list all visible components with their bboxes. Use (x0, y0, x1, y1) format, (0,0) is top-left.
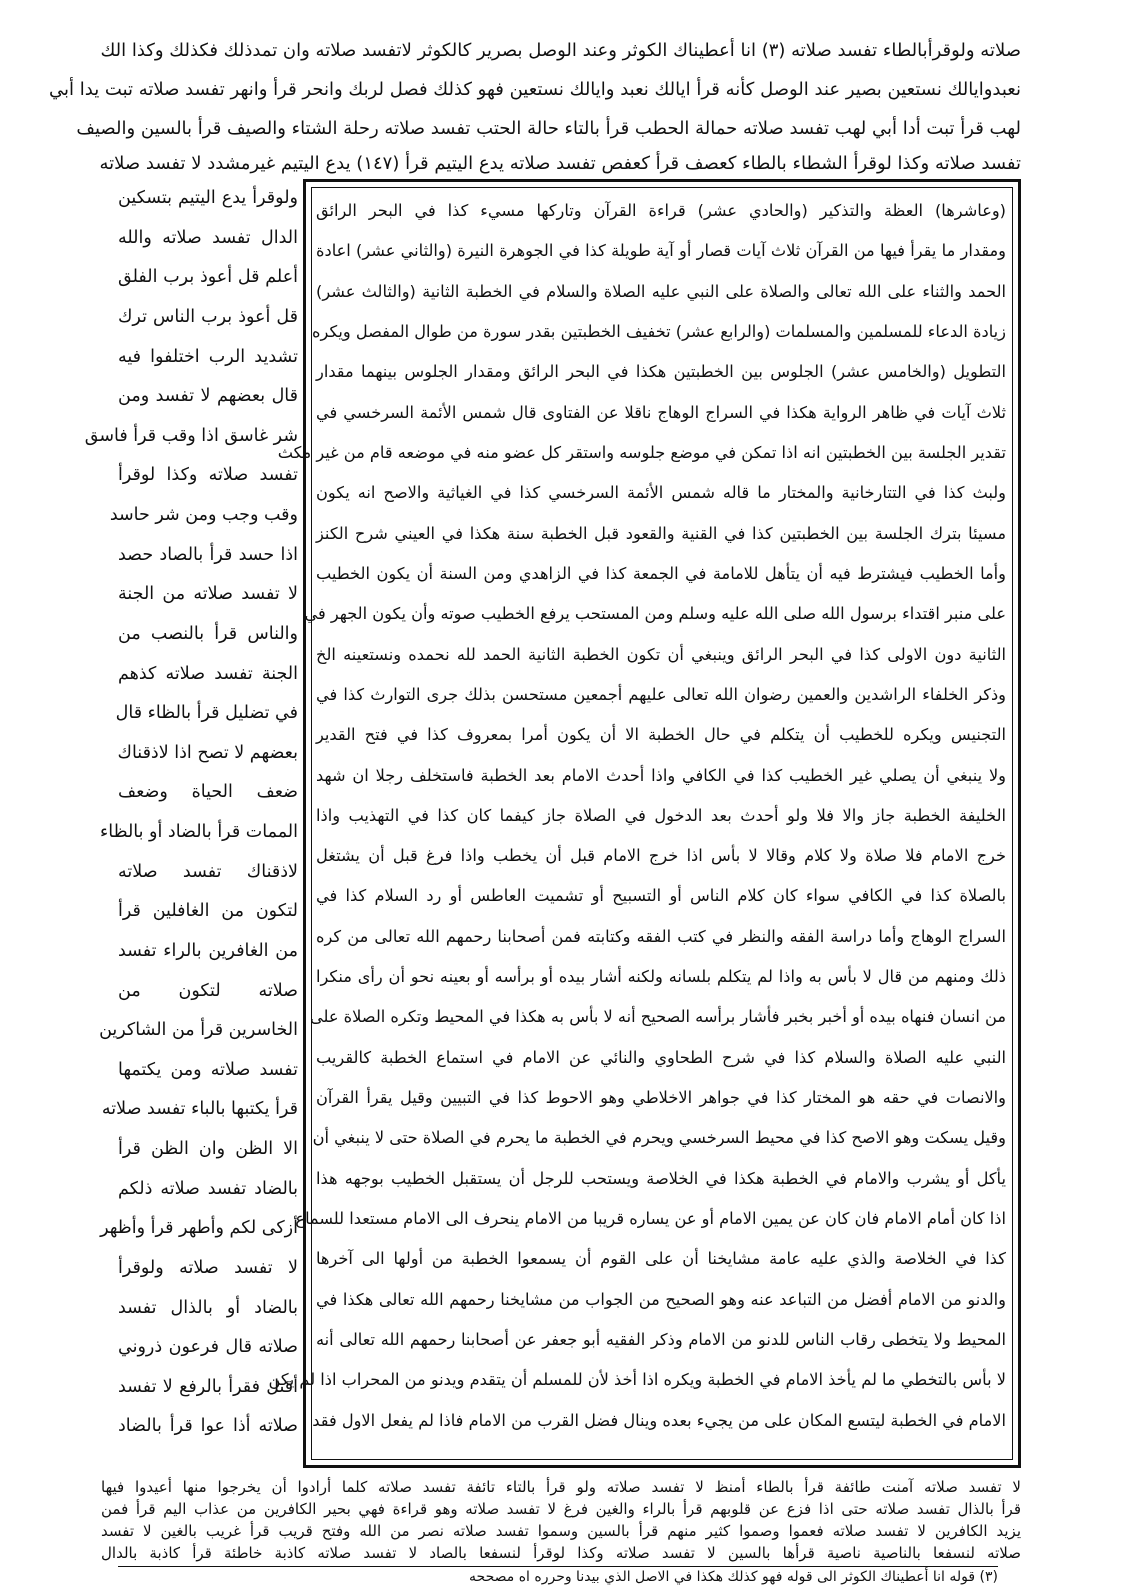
commentary-line: ومقدار ما يقرأ فيها من القرآن ثلاث آيات قصار أو آية طويلة كذا في الجوهرة النيرة (والثاني عشر) اعادة (316, 241, 1006, 261)
side-text-line: شر غاسق اذا وقب قرأ فاسق (84, 425, 298, 446)
commentary-line: ولا ينبغي أن يصلي غير الخطيب كذا في الكافي واذا أحدث الامام بعد الخطبة فاستخلف رجلا ان شهد (316, 765, 1006, 785)
commentary-line: ولبث كذا في التتارخانية والمختار ما قاله شمس الأئمة السرخسي كذا في الغياثية والاصح انه يكون (316, 483, 1006, 503)
side-text-line: الخاسرين قرأ من الشاكرين (99, 1020, 298, 1041)
commentary-line: وقيل يسكت وهو الاصح كذا في محيط السرخسي ويحرم في الخطبة ما يحرم في الصلاة حتى لا ينبغي أن (312, 1128, 1006, 1148)
side-text-line: من الغافرين بالراء تفسد (118, 940, 298, 961)
commentary-line: وذكر الخلفاء الراشدين والعمين رضوان الله تعالى عليهم أجمعين مستحسن بذلك جرى التوارث كذا في (316, 684, 1006, 704)
side-text-line: بالضاد تفسد صلاته ذلكم (118, 1178, 298, 1199)
side-text-line: قل أعوذ برب الناس ترك (118, 306, 298, 327)
commentary-line: من انسان فنهاه بيده أو أخبر بخبر فأشار برأسه الصحيح أنه لا بأس به هكذا في المحيط وتكره الصلاة على (310, 1007, 1006, 1027)
side-text-line: صلاته أذا عوا قرأ بالضاد (118, 1416, 298, 1437)
commentary-line: يأكل أو يشرب والامام في الخطبة هكذا في الخلاصة ويستحب للرجل أن يستقبل الخطيب بوجهه هذا (316, 1168, 1006, 1188)
side-text-line: لا تفسد صلاته ولوقرأ (118, 1257, 298, 1278)
side-text-line: أزكى لكم وأطهر قرأ وأظهر (100, 1218, 298, 1239)
commentary-line: والانصات في حقه هو المختار كذا في جواهر الاخلاطي وهو الاحوط كذا في التبيين وقيل يقرأ القرآن (316, 1088, 1006, 1108)
commentary-line: الامام في الخطبة ليتسع المكان على من يجيء بعده وينال فضل القرب من الامام فاذا لم يفعل الاول فقد (312, 1410, 1006, 1430)
commentary-line: بالصلاة كذا في الكافي سواء كان كلام الناس أو التسبيح أو تشميت العاطس أو رد السلام كذا في (316, 886, 1006, 906)
side-text-line: اذا حسد قرأ بالصاد حصد (118, 544, 298, 565)
commentary-line: ثلاث آيات في ظاهر الرواية هكذا في السراج الوهاج ناقلا عن الفتاوى قال شمس الأئمة السرخسي في (316, 402, 1006, 422)
side-text-line: قرأ يكتبها بالباء تفسد صلاته (101, 1099, 298, 1120)
commentary-line: تقدير الجلسة بين الخطبتين انه اذا تمكن في موضع جلوسه واستقر كل عضو منه في موضعه قام من غير مكث (277, 442, 1006, 462)
commentary-line: التجنيس ويكره للخطيب أن يتكلم في حال الخطبة الا أن يكون أمرا بمعروف كذا في فتح القدير (316, 725, 1006, 745)
commentary-line: على منبر اقتداء برسول الله صلى الله عليه وسلم ومن المستحب يرفع الخطيب صوته وأن يكون الجهر في (304, 604, 1006, 624)
side-text-line: صلاته لتكون من (118, 980, 298, 1001)
side-text-line: الدال تفسد صلاته والله (118, 227, 298, 248)
footnote-rule (118, 1566, 998, 1567)
side-text-line: الجنة تفسد صلاته كذهم (118, 663, 298, 684)
commentary-line: النبي عليه الصلاة والسلام كذا في شرح الطحاوي والنائي عن الامام في استماع الخطبة كالقريب (316, 1047, 1006, 1067)
footnote: (٣) قوله انا أعطيناك الكوثر الى قوله فهو كذلك هكذا في الاصل الذي بيدنا وحرره اه مصححه (469, 1569, 998, 1585)
side-text-line: ضعف الحياة وضعف (118, 782, 298, 803)
commentary-line: السراج الوهاج وأما دراسة الفقه والنظر في كتب الفقه وكتابته فمن أصحابنا رحمهم الله تعالى من كره (316, 926, 1006, 946)
commentary-line: خرج الامام فلا صلاة ولا كلام وقالا لا بأس اذا خرج الامام قبل أن يخطب واذا فرغ قبل أن يشتغل (316, 846, 1006, 866)
side-text-line: والناس قرأ بالنصب من (118, 623, 298, 644)
bottom-text-line: قرأ بالذال تفسد صلاته حتى اذا فزع عن قلوبهم قرأ بالراء والغين فرغ لا تفسد صلاته وهو قراءة فهي بحير الكافرين من عذاب اليم قرأ فمن (101, 1500, 1021, 1518)
side-text-line: صلاته قال فرعون ذروني (118, 1337, 298, 1358)
side-text-line: لا تفسد صلاته من الجنة (118, 584, 298, 605)
side-text-line: أقتل فقرأ بالرفع لا تفسد (118, 1376, 298, 1397)
side-text-line: الممات قرأ بالضاد أو بالظاء (100, 822, 298, 842)
bottom-text-line: صلاته لنسفعا بالناصية ناصية قرأها بالسين لا تفسد صلاته وكذا لوقرأ لنسفعا بالصاد لا تفسد صلاته كاذبة خاطئة قرأ كاذبة بالدال (101, 1544, 1021, 1562)
top-text-line: نعبدوايالك نستعين بصير عند الوصل كأنه قرأ ايالك نعبد وايالك نستعين فهو كذلك فصل لربك وانحر قرأ وانهر تفسد صلاته تبت يدا أبي (49, 79, 1021, 100)
commentary-line: الخليفة الخطبة جاز والا فلا ولو أحدث بعد الدخول في الصلاة جاز كيفما كان كذا في التهذيب واذا (316, 805, 1006, 825)
commentary-line: الحمد والثناء على الله تعالى والصلاة على النبي عليه الصلاة والسلام في الخطبة الثانية (والثالث عشر) (316, 281, 1006, 301)
commentary-line: كذا في الخلاصة والذي عليه عامة مشايخنا أن على القوم أن يسمعوا الخطبة من أولها الى آخرها (316, 1249, 1006, 1269)
bottom-text-line: يزيد الكافرين لا تفسد صلاته فعموا وصموا كثير منهم قرأ بالسين وسموا تفسد صلاته نصر من الله وفتح قريب قرأ غريب بالغين لا تفسد (101, 1522, 1021, 1540)
commentary-line: اذا كان أمام الامام فان كان عن يمين الامام أو عن يساره قريبا من الامام ينحرف الى الامام مستعدا للسماع (295, 1209, 1006, 1229)
bottom-text-line: لا تفسد صلاته آمنت طائفة قرأ بالطاء أمنظ لا تفسد صلاته ولو قرأ بالتاء تائفة تفسد صلاته كلما أرادوا أن يخرجوا منها أعيدوا فيها (101, 1478, 1021, 1496)
side-text-line: تفسد صلاته ومن يكتمها (118, 1059, 298, 1080)
commentary-line: المحيط ولا يتخطى رقاب الناس للدنو من الامام وذكر الفقيه أبو جعفر عن أصحابنا رحمهم الله تعالى أنه (316, 1330, 1006, 1350)
commentary-line: (وعاشرها) العظة والتذكير (والحادي عشر) قراءة القرآن وتاركها مسيء كذا في البحر الرائق (316, 201, 1006, 220)
side-text-line: تشديد الرب اختلفوا فيه (118, 346, 298, 367)
top-text-line: صلاته ولوقرأبالطاء تفسد صلاته (٣) انا أعطيناك الكوثر وعند الوصل بصرير كالكوثر لاتفسد صلاته وان تمدذلك فكذلك وكذا الك (100, 40, 1021, 61)
side-text-line: أعلم قل أعوذ برب الفلق (118, 267, 298, 288)
top-text-line: تفسد صلاته وكذا لوقرأ الشطاء بالطاء كعصف قرأ كعفص تفسد صلاته يدع اليتيم قرأ (١٤٧) يدع اليتيم غيرمشدد لا تفسد صلاته (99, 153, 1021, 174)
commentary-line: وأما الخطيب فيشترط فيه أن يتأهل للامامة في الجمعة كذا في الزاهدي ومن السنة أن يكون الخطيب (316, 563, 1006, 583)
side-text-line: في تضليل قرأ بالظاء قال (115, 703, 298, 724)
side-text-line: ولوقرأ يدع اليتيم بتسكين (118, 188, 298, 208)
commentary-line: زيادة الدعاء للمسلمين والمسلمات (والرابع عشر) تخفيف الخطبتين بقدر سورة من طوال المفصل ويكره (312, 321, 1006, 341)
top-text-line: لهب قرأ تبت أدا أبي لهب تفسد صلاته حمالة الحطب قرأ بالتاء حالة الحتب تفسد صلاته رحلة الشتاء والصيف قرأ بالسين والصيف (76, 118, 1021, 139)
commentary-line: لا بأس بالتخطي ما لم يأخذ الامام في الخطبة ويكره اذا أخذ لأن للمسلم أن يتقدم ويدنو من المحراب اذا لم يكن (268, 1370, 1006, 1390)
commentary-line: مسيئا بترك الجلسة بين الخطبتين كذا في القنية والقعود قبل الخطبة سنة هكذا في العيني شرح الكنز (316, 523, 1006, 543)
side-text-line: قال بعضهم لا تفسد ومن (118, 386, 298, 407)
side-text-line: بالضاد أو بالذال تفسد (118, 1297, 298, 1318)
side-text-line: تفسد صلاته وكذا لوقرأ (118, 465, 298, 486)
side-text-line: وقب وجب ومن شر حاسد (109, 505, 298, 525)
side-text-line: بعضهم لا تصح اذا لاذقناك (117, 742, 298, 763)
side-text-line: الا الظن وان الظن قرأ (118, 1139, 298, 1159)
commentary-line: والدنو من الامام أفضل من التباعد عنه وهو الصحيح من الجواب من مشايخنا رحمهم الله تعالى هكذا في (316, 1289, 1006, 1309)
commentary-line: التطويل (والخامس عشر) الجلوس بين الخطبتين هكذا في البحر الرائق ومقدار الجلوس بينهما مقدار (316, 362, 1006, 382)
commentary-line: ذلك ومنهم من قال لا بأس به واذا لم يتكلم بلسانه ولكنه أشار بيده أو برأسه أو بعينه نحو أن رأى منكرا (316, 967, 1006, 987)
commentary-line: الثانية دون الاولى كذا في البحر الرائق وينبغي أن تكون الخطبة الثانية الحمد لله نحمده ونستعينه الخ (316, 644, 1006, 664)
side-text-line: لاذقناك تفسد صلاته (118, 861, 298, 882)
side-text-line: لتكون من الغافلين قرأ (118, 901, 298, 922)
